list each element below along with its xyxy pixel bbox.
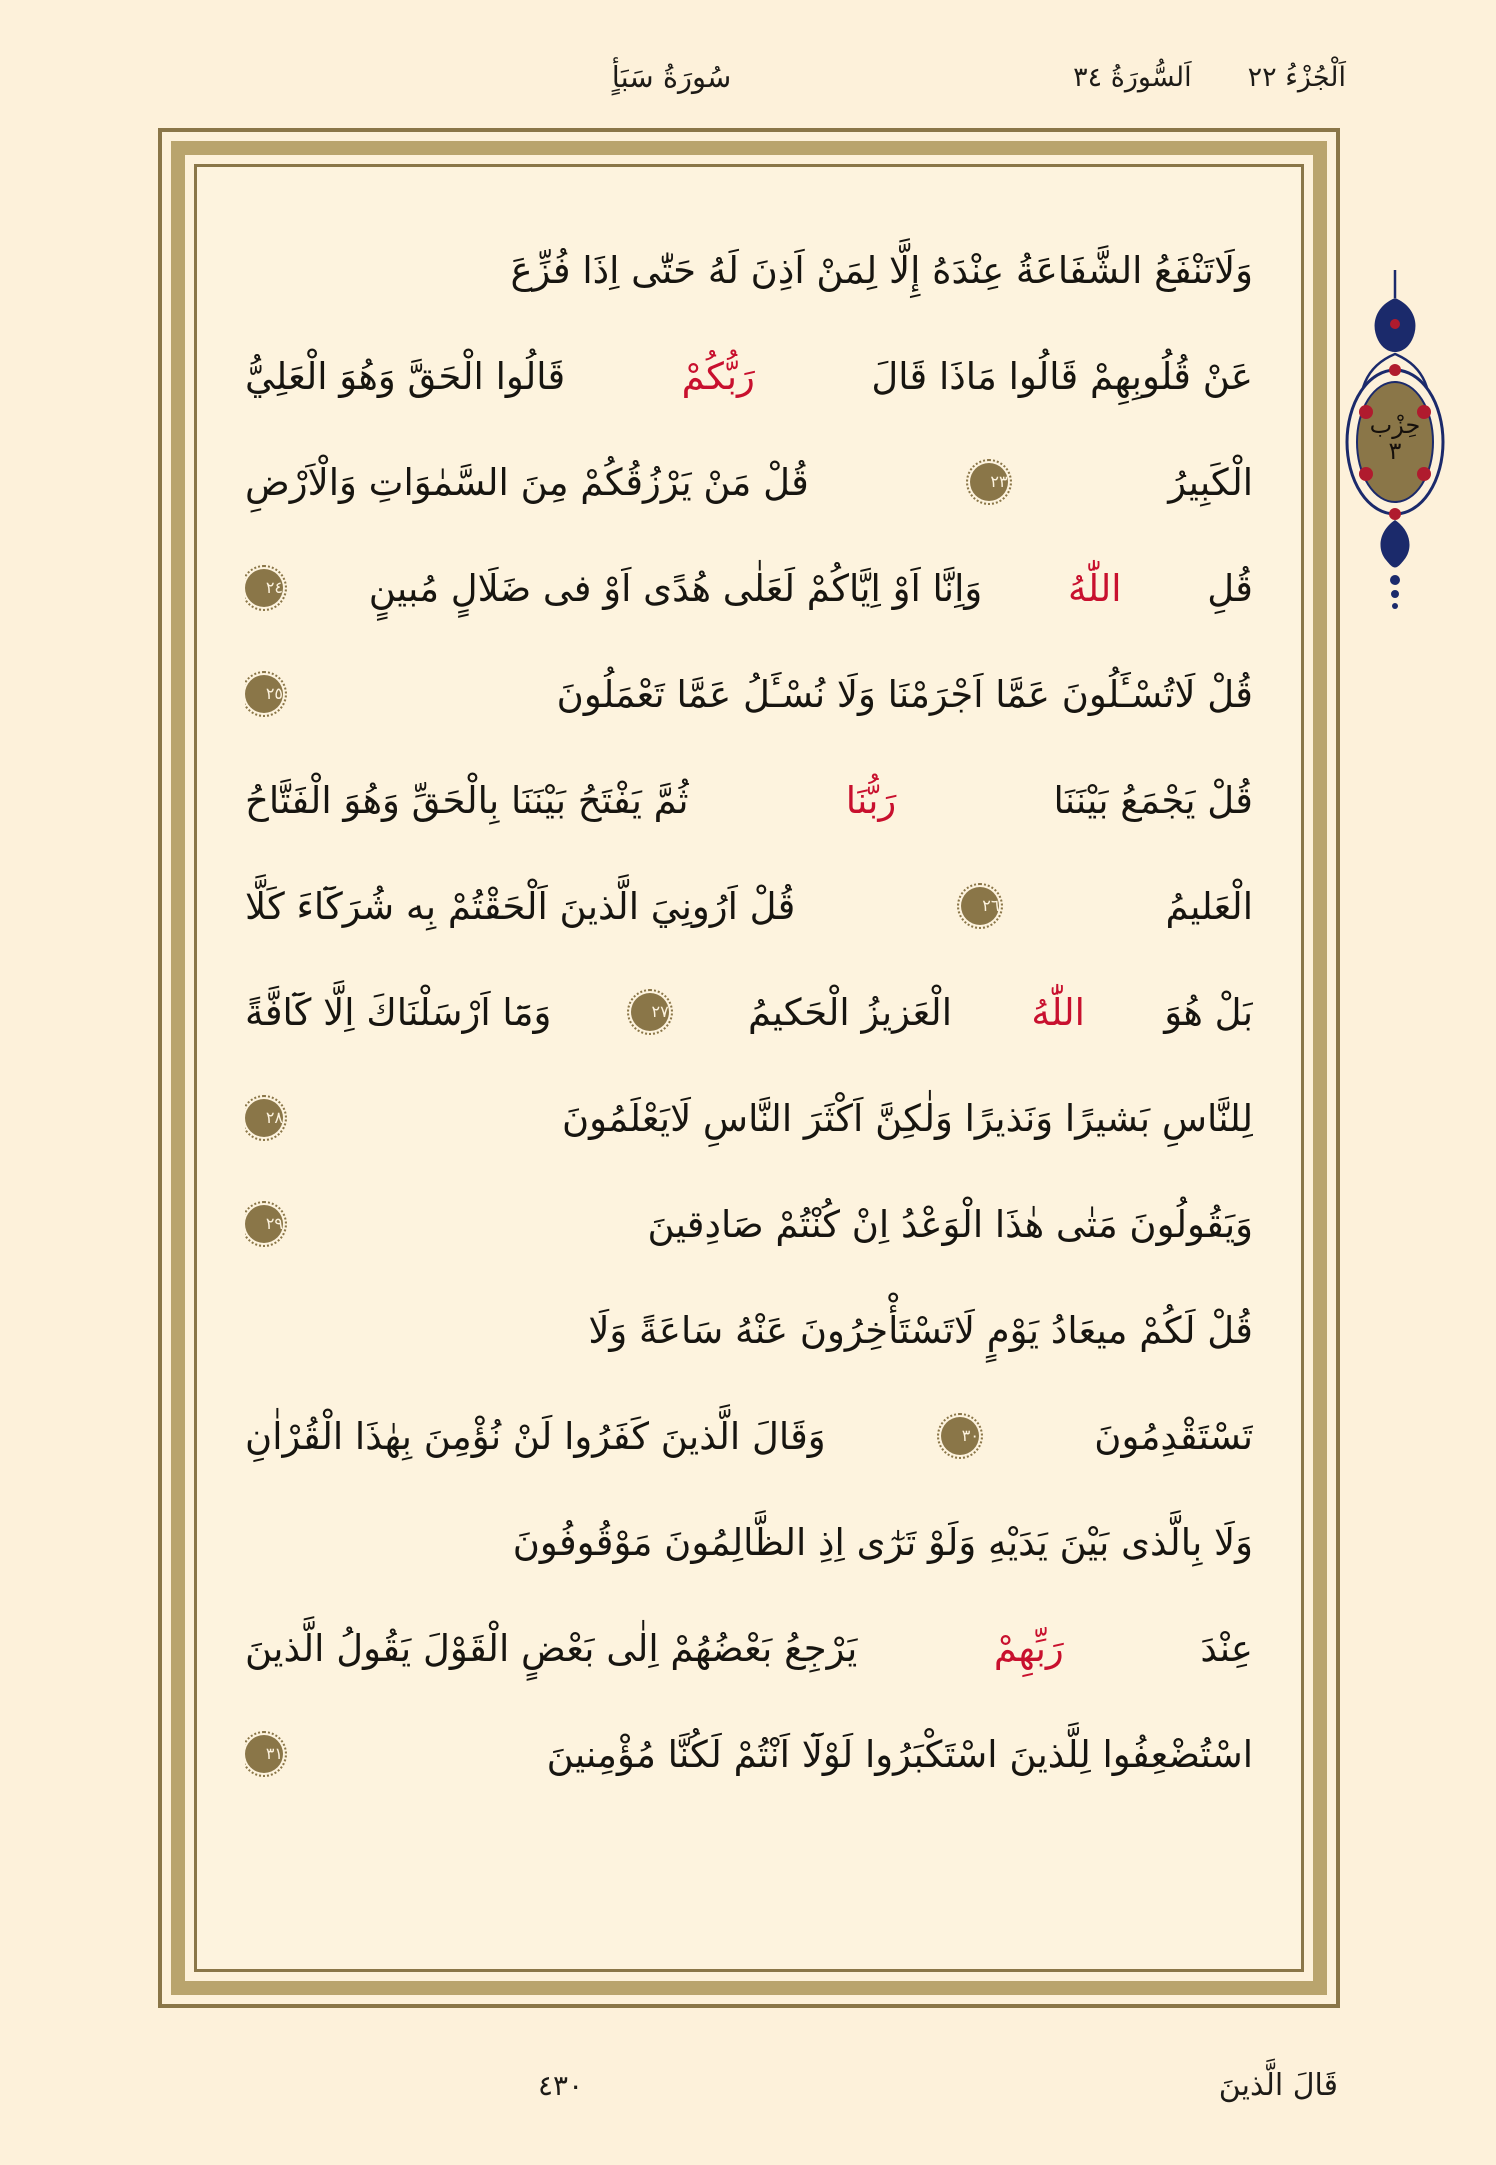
ayah-text-pre: عِنْدَ	[1200, 1626, 1253, 1670]
ayah-text-post: قُلْ اَرُونِيَ الَّذينَ اَلْحَقْتُمْ بِه شُرَكَٓاءَ كَلَّا	[245, 884, 796, 928]
header-right-group	[1073, 62, 1346, 93]
hizb-label	[1336, 412, 1454, 465]
page-frame	[158, 128, 1340, 2008]
ayah-line	[245, 1595, 1253, 1701]
ayah-number-marker: ٢٧	[631, 993, 669, 1031]
page-footer	[158, 2068, 1338, 2103]
ayah-number-marker: ٢٦	[961, 887, 999, 925]
ayah-text-red: رَبُّنَا	[845, 778, 897, 822]
ayah-line	[245, 1701, 1253, 1807]
ayah-text-post: قُلْ مَنْ يَرْزُقُكُمْ مِنَ السَّمٰوَاتِ وَالْاَرْضِ	[245, 460, 809, 504]
ayah-line	[245, 853, 1253, 959]
page-number: ٤٣٠	[538, 2069, 584, 2102]
ayah-text-post: وَقَالَ الَّذينَ كَفَرُوا لَنْ نُؤْمِنَ بِهٰذَا الْقُرْاٰنِ	[245, 1414, 826, 1458]
ayah-text-text: وَيَقُولُونَ مَتٰى هٰذَا الْوَعْدُ اِنْ كُنْتُمْ صَادِقينَ	[647, 1202, 1253, 1246]
ayah-number-marker: ٢٣	[970, 463, 1008, 501]
ayah-text-pre: الْكَبِيرُ	[1168, 460, 1253, 504]
ayah-text-pre: عَنْ قُلُوبِهِمْ قَالُوا مَاذَا قَالَ	[871, 354, 1253, 398]
ayah-line	[245, 641, 1253, 747]
hizb-label-bottom: ٣	[1388, 437, 1402, 466]
ayah-number-marker: ٢٩	[245, 1205, 283, 1243]
ayah-text-pre: قُلِ	[1207, 566, 1253, 610]
hizb-ornament	[1336, 262, 1454, 622]
ayah-line	[245, 535, 1253, 641]
ayah-text-post: الْعَزيزُ الْحَكيمُ	[748, 990, 952, 1034]
ayah-line	[245, 1489, 1253, 1595]
ayah-text-red: رَبُّكُمْ	[681, 354, 755, 398]
ayah-text-text: وَلَا بِالَّذى بَيْنَ يَدَيْهِ وَلَوْ تَرٰٓى اِذِ الظَّالِمُونَ مَوْقُوفُونَ	[512, 1520, 1253, 1564]
ayah-line	[245, 429, 1253, 535]
sura-name-label: سُورَةُ سَبَأٍ	[611, 60, 732, 94]
juz-label: اَلْجُزْءُ ٢٢	[1247, 61, 1346, 93]
ayah-text-text: وَلَاتَنْفَعُ الشَّفَاعَةُ عِنْدَهُ إِلَّا لِمَنْ اَذِنَ لَهُ حَتّٰى اِذَا فُزِّعَ	[510, 248, 1253, 292]
sura-number-label: اَلسُّورَةُ ٣٤	[1073, 61, 1192, 93]
ayah-text-post2: وَمَٓا اَرْسَلْنَاكَ اِلَّا كَٓافَّةً	[245, 990, 552, 1034]
catchword: قَالَ الَّذينَ	[1218, 2068, 1338, 2103]
ayah-text-text: قُلْ لَكُمْ ميعَادُ يَوْمٍ لَاتَسْتَأْخِرُونَ عَنْهُ سَاعَةً وَلَا	[588, 1308, 1253, 1352]
ayah-text-pre: الْعَليمُ	[1165, 884, 1253, 928]
ayah-text-text: لِلنَّاسِ بَشيرًا وَنَذيرًا وَلٰكِنَّ اَكْثَرَ النَّاسِ لَايَعْلَمُونَ	[562, 1096, 1253, 1140]
ayah-number-marker: ٢٤	[245, 569, 283, 607]
page-frame-inner	[194, 164, 1304, 1972]
hizb-label-top: حِزْب	[1369, 411, 1421, 439]
ayah-line	[245, 959, 1253, 1065]
ayah-number-marker: ٣٠	[941, 1417, 979, 1455]
ayah-text-pre: تَسْتَقْدِمُونَ	[1094, 1414, 1253, 1458]
ayah-line	[245, 1171, 1253, 1277]
ayah-text-post: قَالُوا الْحَقَّ وَهُوَ الْعَلِيُّ	[245, 354, 566, 398]
ayah-text-red: اللّٰهُ	[1031, 990, 1085, 1034]
ayah-text-text: اسْتُضْعِفُوا لِلَّذينَ اسْتَكْبَرُوا لَوْلَٓا اَنْتُمْ لَكُنَّا مُؤْمِنينَ	[546, 1732, 1253, 1776]
ayah-line	[245, 1383, 1253, 1489]
ayah-line	[245, 1065, 1253, 1171]
ayah-text-text: قُلْ لَاتُسْـَٔلُونَ عَمَّا اَجْرَمْنَا وَلَا نُسْـَٔلُ عَمَّا تَعْمَلُونَ	[556, 672, 1253, 716]
ayah-line	[245, 217, 1253, 323]
ayah-text-post: ثُمَّ يَفْتَحُ بَيْنَنَا بِالْحَقِّ وَهُوَ الْفَتَّاحُ	[245, 778, 689, 822]
ayah-line	[245, 747, 1253, 853]
page-header	[150, 52, 1346, 102]
quran-text-area	[245, 217, 1253, 1929]
ayah-line	[245, 323, 1253, 429]
ayah-text-red: اللّٰهُ	[1067, 566, 1122, 610]
ayah-text-pre: بَلْ هُوَ	[1164, 990, 1253, 1034]
ayah-line	[245, 1277, 1253, 1383]
ayah-text-red: رَبِّهِمْ	[993, 1626, 1064, 1670]
ayah-text-pre: قُلْ يَجْمَعُ بَيْنَنَا	[1053, 778, 1253, 822]
ayah-text-post: يَرْجِعُ بَعْضُهُمْ اِلٰى بَعْضٍ الْقَوْلَ يَقُولُ الَّذينَ	[245, 1626, 858, 1670]
ayah-number-marker: ٣١	[245, 1735, 283, 1773]
ayah-number-marker: ٢٥	[245, 675, 283, 713]
ayah-number-marker: ٢٨	[245, 1099, 283, 1137]
ayah-text-post: وَاِنَّا اَوْ اِيَّاكُمْ لَعَلٰى هُدًى اَوْ فى ضَلَالٍ مُبينٍ	[368, 566, 983, 610]
